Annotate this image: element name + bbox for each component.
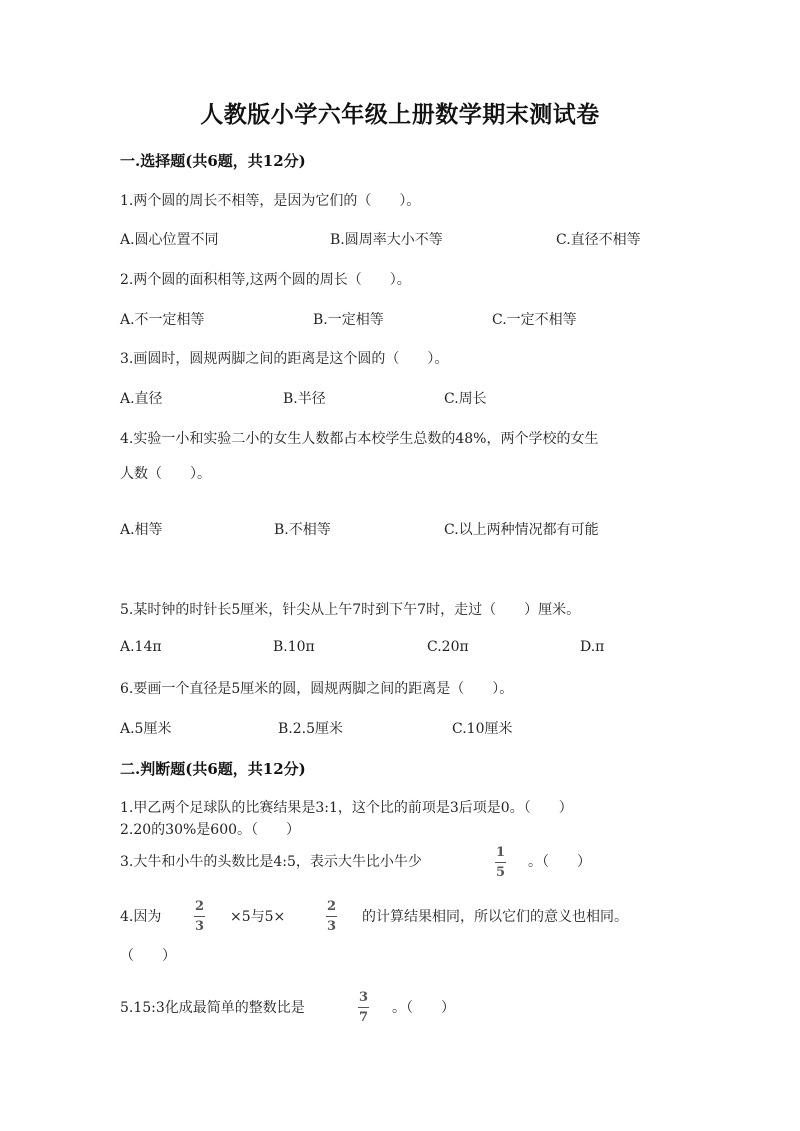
- q5-option-d: D.π: [580, 639, 605, 655]
- judgment-4-line2: （ ）: [120, 948, 176, 964]
- q1-option-b: B.圆周率大小不等: [330, 232, 443, 248]
- judgment-4-tail: 的计算结果相同，所以它们的意义也相同。: [362, 909, 628, 925]
- judgment-4-mid: ×5与5×: [230, 909, 286, 925]
- question-4-line2: 人数（ ）。: [120, 466, 211, 482]
- judgment-4-fraction-1: [194, 899, 205, 934]
- q5-option-c: C.20π: [427, 639, 469, 655]
- judgment-5-text: 5.15:3化成最简单的整数比是: [120, 1000, 305, 1016]
- judgment-2: 2.20的30%是600。（ ）: [120, 822, 301, 838]
- judgment-4-fraction-2: [326, 899, 337, 934]
- judgment-3-tail: 。（ ）: [528, 854, 591, 870]
- question-3: 3.画圆时，圆规两脚之间的距离是这个圆的（ ）。: [120, 351, 449, 367]
- section-heading-choice: 一.选择题(共6题，共12分): [120, 152, 306, 170]
- q1-option-a: A.圆心位置不同: [120, 232, 219, 248]
- section-heading-judgment: 二.判断题(共6题，共12分): [120, 760, 306, 778]
- fraction-denominator: 7: [358, 1010, 369, 1025]
- q6-option-b: B.2.5厘米: [278, 721, 344, 737]
- q6-option-c: C.10厘米: [452, 721, 513, 737]
- question-2: 2.两个圆的面积相等,这两个圆的周长（ ）。: [120, 272, 411, 288]
- fraction-numerator: 3: [358, 990, 369, 1005]
- q6-option-a: A.5厘米: [120, 721, 172, 737]
- judgment-5-fraction: [358, 990, 369, 1025]
- fraction-numerator: 2: [194, 899, 205, 914]
- question-5: 5.某时钟的时针长5厘米，针尖从上午7时到下午7时，走过（ ）厘米。: [120, 602, 581, 618]
- judgment-5-tail: 。（ ）: [392, 1000, 455, 1016]
- judgment-3-fraction: [495, 845, 506, 880]
- q3-option-c: C.周长: [444, 391, 487, 407]
- judgment-3-text: 3.大牛和小牛的头数比是4:5，表示大牛比小牛少: [120, 854, 422, 870]
- question-6: 6.要画一个直径是5厘米的圆，圆规两脚之间的距离是（ ）。: [120, 681, 514, 697]
- judgment-4-text: 4.因为: [120, 909, 162, 925]
- q4-option-a: A.相等: [120, 522, 163, 538]
- fraction-numerator: 1: [495, 845, 506, 860]
- question-4-line1: 4.实验一小和实验二小的女生人数都占本校学生总数的48%，两个学校的女生: [120, 431, 599, 447]
- question-1: 1.两个圆的周长不相等，是因为它们的（ ）。: [120, 193, 421, 209]
- q3-option-b: B.半径: [283, 391, 326, 407]
- q5-option-a: A.14π: [120, 639, 162, 655]
- q4-option-c: C.以上两种情况都有可能: [444, 522, 599, 538]
- judgment-1: 1.甲乙两个足球队的比赛结果是3:1，这个比的前项是3后项是0。（ ）: [120, 800, 573, 816]
- fraction-denominator: 5: [495, 865, 506, 880]
- q2-option-a: A.不一定相等: [120, 312, 205, 328]
- q2-option-b: B.一定相等: [313, 312, 384, 328]
- fraction-denominator: 3: [194, 919, 205, 934]
- fraction-numerator: 2: [326, 899, 337, 914]
- page-title: 人教版小学六年级上册数学期末测试卷: [200, 101, 600, 128]
- fraction-denominator: 3: [326, 919, 337, 934]
- q4-option-b: B.不相等: [274, 522, 331, 538]
- q5-option-b: B.10π: [273, 639, 315, 655]
- q3-option-a: A.直径: [120, 391, 163, 407]
- q2-option-c: C.一定不相等: [492, 312, 577, 328]
- q1-option-c: C.直径不相等: [556, 232, 641, 248]
